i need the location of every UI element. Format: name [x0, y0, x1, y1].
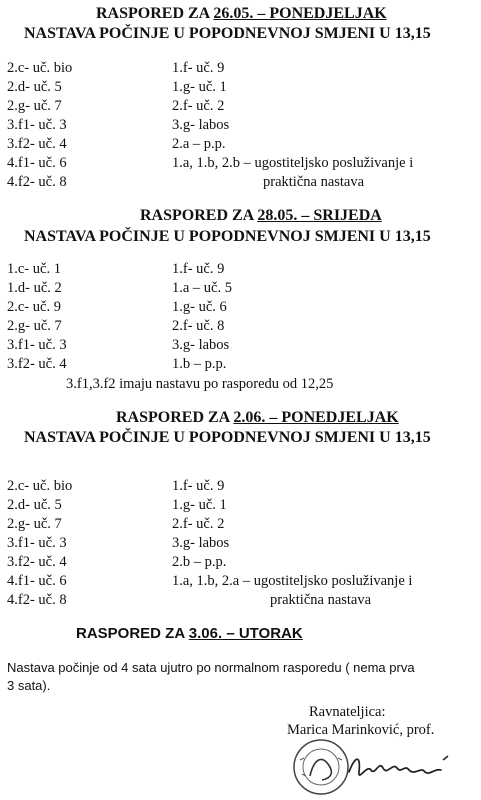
section3-right-0: 1.f- uč. 9	[172, 478, 225, 494]
section3-left-2: 2.g- uč. 7	[7, 516, 62, 532]
section1-left-1: 2.d- uč. 5	[7, 79, 62, 95]
section3-right-3: 3.g- labos	[172, 535, 230, 551]
footer-name: Marica Marinković, prof.	[287, 722, 435, 738]
section1-left-5: 4.f1- uč. 6	[7, 155, 67, 171]
section3-left-5: 4.f1- uč. 6	[7, 573, 67, 589]
section1-left-0: 2.c- uč. bio	[7, 60, 73, 76]
section1-right-3: 3.g- labos	[172, 117, 230, 133]
section1-right-1: 1.g- uč. 1	[172, 79, 227, 95]
section2-subtitle: NASTAVA POČINJE U POPODNEVNOJ SMJENI U 13,15	[24, 228, 431, 245]
official-stamp	[292, 738, 350, 796]
section1-left-2: 2.g- uč. 7	[7, 98, 62, 114]
section3-left-0: 2.c- uč. bio	[7, 478, 73, 494]
section2-right-5: 1.b – p.p.	[172, 356, 227, 372]
section2-note: 3.f1,3.f2 imaju nastavu po rasporedu od 12,25	[66, 376, 334, 392]
section3-right-2: 2.f- uč. 2	[172, 516, 225, 532]
section2-right-2: 1.g- uč. 6	[172, 299, 227, 315]
section3-right-6: praktična nastava	[270, 592, 372, 608]
section3-right-1: 1.g- uč. 1	[172, 497, 227, 513]
section3-left-4: 3.f2- uč. 4	[7, 554, 67, 570]
section1-right-2: 2.f- uč. 2	[172, 98, 225, 114]
section3-right-5: 1.a, 1.b, 2.a – ugostiteljsko posluživanje i	[172, 573, 413, 589]
section1-left-4: 3.f2- uč. 4	[7, 136, 67, 152]
section1-right-4: 2.a – p.p.	[172, 136, 226, 152]
section4-body-line2: 3 sata).	[7, 678, 51, 693]
section2-left-0: 1.c- uč. 1	[7, 261, 61, 277]
section1-right-0: 1.f- uč. 9	[172, 60, 225, 76]
section1-left-3: 3.f1- uč. 3	[7, 117, 67, 133]
section4-body-line1: Nastava počinje od 4 sata ujutro po normalnom rasporedu ( nema prva	[7, 660, 415, 675]
section3-subtitle: NASTAVA POČINJE U POPODNEVNOJ SMJENI U 13,15	[24, 429, 431, 446]
section2-left-5: 3.f2- uč. 4	[7, 356, 67, 372]
section1-left-6: 4.f2- uč. 8	[7, 174, 67, 190]
section4-title: RASPORED ZA 3.06. – UTORAK	[76, 625, 303, 642]
section1-title: RASPORED ZA 26.05. – PONEDJELJAK	[96, 5, 387, 22]
section2-left-1: 1.d- uč. 2	[7, 280, 62, 296]
section2-left-2: 2.c- uč. 9	[7, 299, 61, 315]
section2-title: RASPORED ZA 28.05. – SRIJEDA	[140, 207, 382, 224]
handwritten-signature	[345, 742, 455, 792]
section2-left-4: 3.f1- uč. 3	[7, 337, 67, 353]
section2-right-4: 3.g- labos	[172, 337, 230, 353]
section2-right-0: 1.f- uč. 9	[172, 261, 225, 277]
section3-left-1: 2.d- uč. 5	[7, 497, 62, 513]
section2-right-3: 2.f- uč. 8	[172, 318, 225, 334]
footer-role: Ravnateljica:	[309, 704, 386, 720]
section1-subtitle: NASTAVA POČINJE U POPODNEVNOJ SMJENI U 13,15	[24, 25, 431, 42]
section1-right-6: praktična nastava	[263, 174, 365, 190]
section1-right-5: 1.a, 1.b, 2.b – ugostiteljsko posluživanje i	[172, 155, 414, 171]
section3-left-6: 4.f2- uč. 8	[7, 592, 67, 608]
section2-right-1: 1.a – uč. 5	[172, 280, 232, 296]
section3-left-3: 3.f1- uč. 3	[7, 535, 67, 551]
section3-right-4: 2.b – p.p.	[172, 554, 227, 570]
section3-title: RASPORED ZA 2.06. – PONEDJELJAK	[116, 409, 399, 426]
section2-left-3: 2.g- uč. 7	[7, 318, 62, 334]
